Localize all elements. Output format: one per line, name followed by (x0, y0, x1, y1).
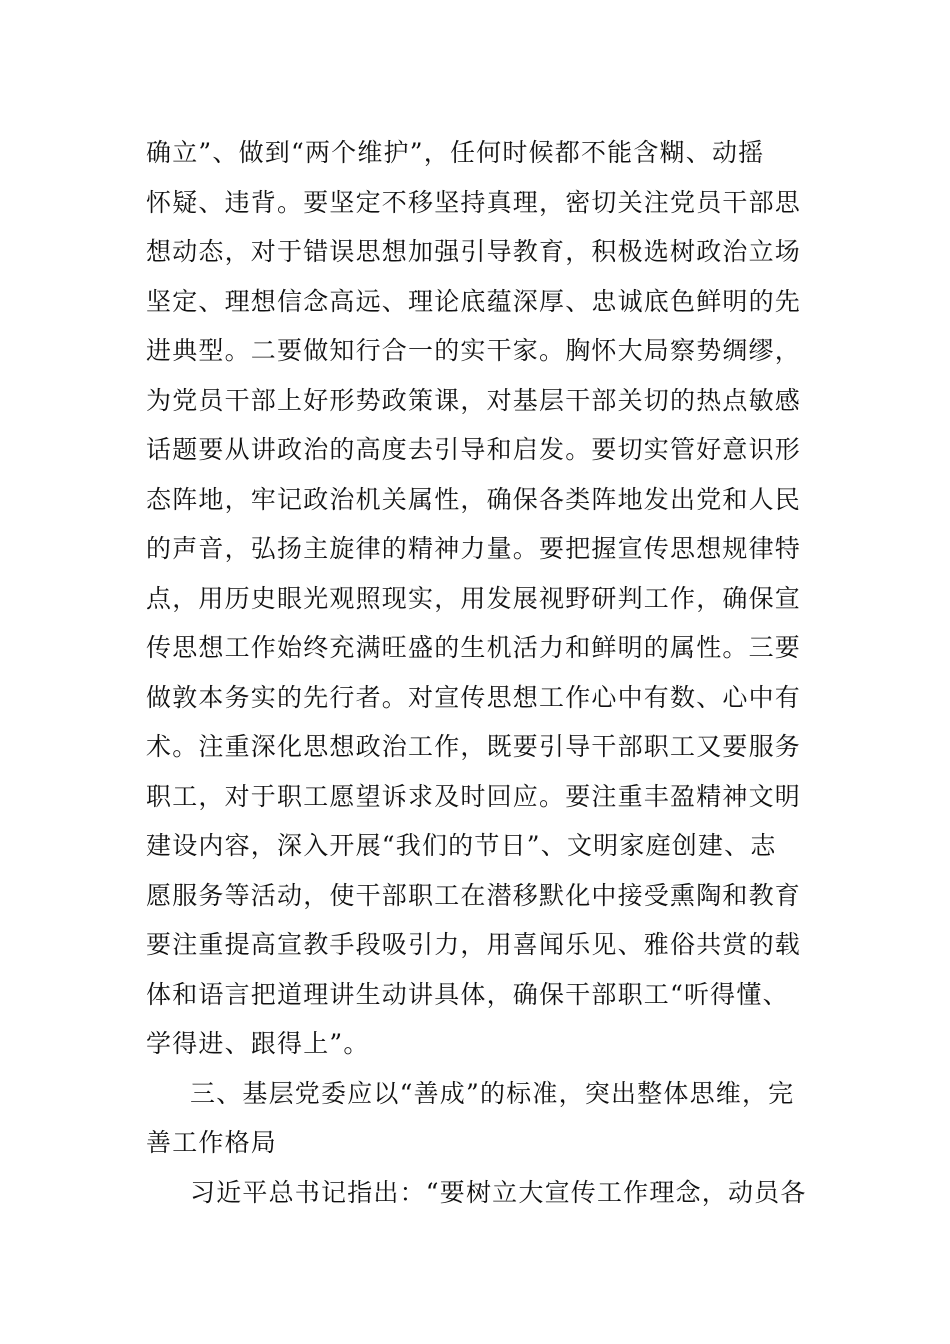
text-line: 体和语言把道理讲生动讲具体，确保干部职工“听得懂、 (146, 979, 789, 1009)
text-line: 职工，对于职工愿望诉求及时回应。要注重丰盈精神文明 (146, 781, 802, 811)
text-line: 态阵地，牢记政治机关属性，确保各类阵地发出党和人民 (146, 484, 802, 514)
text-line: 要注重提高宣教手段吸引力，用喜闻乐见、雅俗共赏的载 (146, 930, 802, 959)
text-line: 坚定、理想信念高远、理论底蕴深厚、忠诚底色鲜明的先 (146, 286, 802, 316)
text-line: 传思想工作始终充满旺盛的生机活力和鲜明的属性。三要 (146, 633, 802, 662)
text-line: 话题要从讲政治的高度去引导和启发。要切实管好意识形 (146, 435, 802, 464)
text-line: 怀疑、违背。要坚定不移坚持真理，密切关注党员干部思 (146, 187, 802, 217)
text-line: 学得进、跟得上”。 (146, 1029, 370, 1058)
text-line: 确立”、做到“两个维护”，任何时候都不能含糊、动摇 (146, 138, 765, 167)
section-heading-line: 三、基层党委应以“善成”的标准，突出整体思维，完 (190, 1078, 795, 1108)
text-line: 愿服务等活动，使干部职工在潜移默化中接受熏陶和教育 (146, 880, 802, 910)
text-line: 习近平总书记指出：“要树立大宣传工作理念，动员各 (190, 1177, 807, 1207)
section-heading-line: 善工作格局 (146, 1128, 278, 1157)
text-line: 的声音，弘扬主旋律的精神力量。要把握宣传思想规律特 (146, 534, 802, 563)
text-line: 进典型。二要做知行合一的实干家。胸怀大局察势绸缪， (146, 336, 802, 365)
text-line: 想动态，对于错误思想加强引导教育，积极选树政治立场 (146, 237, 802, 266)
text-line: 为党员干部上好形势政策课，对基层干部关切的热点敏感 (146, 385, 802, 415)
text-line: 术。注重深化思想政治工作，既要引导干部职工又要服务 (146, 732, 802, 761)
text-line: 点，用历史眼光观照现实，用发展视野研判工作，确保宣 (146, 583, 802, 613)
text-line: 做敦本务实的先行者。对宣传思想工作心中有数、心中有 (146, 682, 802, 712)
body-text (146, 128, 816, 1217)
text-line: 建设内容，深入开展“我们的节日”、文明家庭创建、志 (146, 831, 777, 860)
